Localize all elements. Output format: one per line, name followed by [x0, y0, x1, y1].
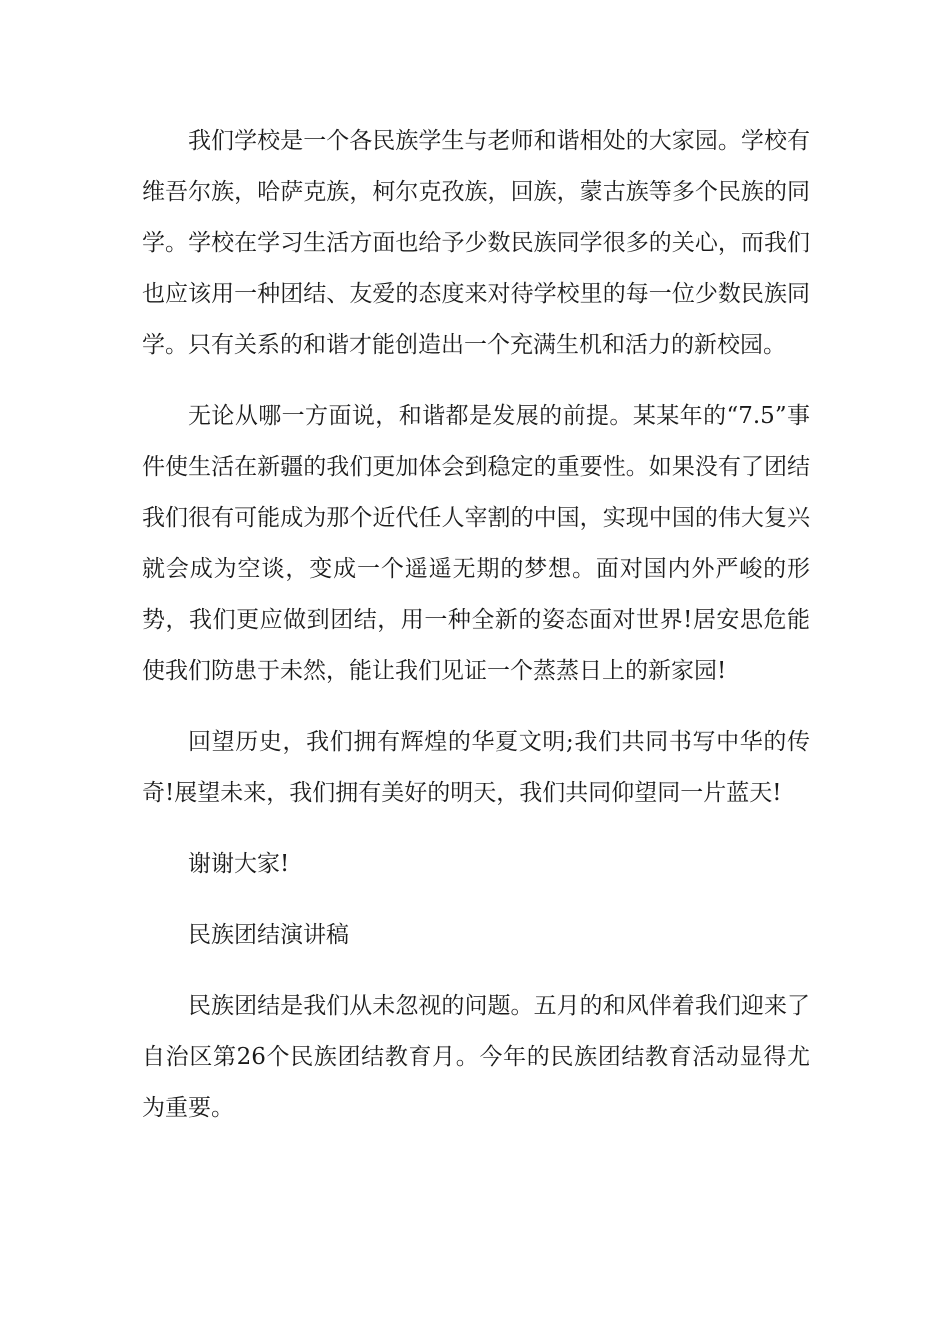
paragraph-unity-month: 民族团结是我们从未忽视的问题。五月的和风伴着我们迎来了自治区第26个民族团结教育月。今年的民族团结教育活动显得尤为重要。: [142, 993, 810, 1121]
paragraph-school-harmony: 我们学校是一个各民族学生与老师和谐相处的大家园。学校有维吾尔族，哈萨克族，柯尔克孜族，回族，蒙古族等多个民族的同学。学校在学习生活方面也给予少数民族同学很多的关心，而我们也应该用一种团结、友爱的态度来对待学校里的每一位少数民族同学。只有关系的和谐才能创造出一个充满生机和活力的新校园。: [142, 128, 810, 358]
paragraph-history-future: 回望历史，我们拥有辉煌的华夏文明;我们共同书写中华的传奇!展望未来，我们拥有美好的明天，我们共同仰望同一片蓝天!: [142, 729, 810, 806]
paragraph-harmony-development: 无论从哪一方面说，和谐都是发展的前提。某某年的“7.5”事件使生活在新疆的我们更加体会到稳定的重要性。如果没有了团结我们很有可能成为那个近代任人宰割的中国，实现中国的伟大复兴就会成为空谈，变成一个遥遥无期的梦想。面对国内外严峻的形势，我们更应做到团结，用一种全新的姿态面对世界!居安思危能使我们防患于未然，能让我们见证一个蒸蒸日上的新家园!: [142, 403, 810, 684]
document-page: [142, 116, 810, 1154]
section-heading: 民族团结演讲稿: [188, 922, 349, 948]
paragraph-thanks: 谢谢大家!: [188, 851, 290, 877]
